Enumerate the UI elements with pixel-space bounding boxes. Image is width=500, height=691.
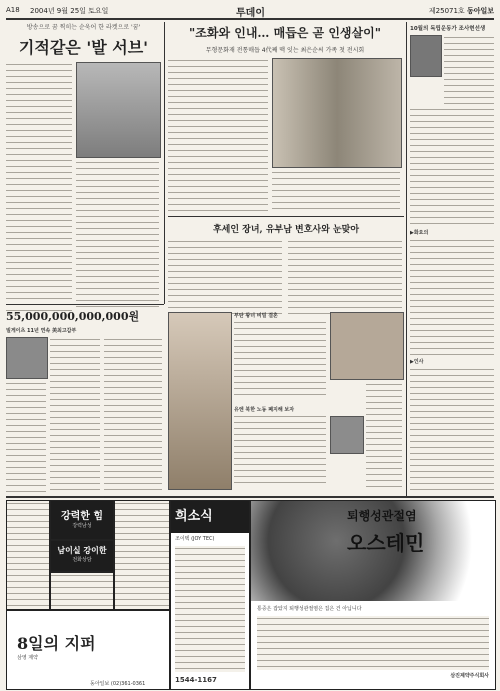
article-headline: "조화와 인내… 매듭은 곧 인생살이": [189, 26, 381, 40]
article-body-2: [76, 160, 159, 312]
article-headline: 후세인 장녀, 유부남 변호사와 눈맞아: [212, 225, 360, 235]
article-body: [168, 58, 268, 212]
article-body: [6, 62, 72, 312]
ad-namisil[interactable]: 남이실 강이한 전화상담: [50, 540, 114, 572]
page-number: A18: [6, 6, 20, 14]
article-foot-serve: [6, 22, 161, 312]
beauty-queen-photo: [168, 312, 232, 490]
article-subtitle: 무형문화재 전통매듭 4代째 맥 잇는 최은순씨 가족 첫 전시회: [205, 47, 365, 54]
ad-classified-mid[interactable]: [114, 500, 170, 610]
issue-date: 2004년 9월 25일 토요일: [30, 7, 109, 15]
article-kicker: 방송으로 꿈 찍히는 순욱어 한 라켓으로 '꿈': [26, 24, 141, 31]
article-headline: 유엔 북한 노동 폐지해 보자: [234, 407, 295, 413]
official-photo: [330, 416, 364, 454]
article-bill-gates: [6, 308, 162, 492]
ad-phone: 1544-1167: [175, 676, 217, 684]
gates-photo: [6, 337, 48, 379]
people-label: ▶인사: [410, 359, 424, 365]
column-label: ▶화요의: [410, 230, 429, 236]
ad-title: 강력한 힘: [60, 511, 104, 522]
portrait-photo: [410, 35, 442, 77]
article-block-lower: [168, 312, 404, 492]
article-knot: [168, 24, 402, 218]
photo-caption: [272, 170, 400, 212]
article-subtitle: 빌게이츠 11년 연속 美최고갑부: [6, 328, 77, 334]
classified-ad-left[interactable]: [6, 500, 50, 610]
article-headline: 부탄 왕녀 비밀 결혼: [234, 313, 278, 319]
ad-8days[interactable]: 8일의 지퍼 삼영 제약: [6, 610, 170, 690]
ad-box-small[interactable]: [50, 572, 114, 610]
right-column: [410, 24, 494, 491]
section-title: 투데이: [236, 8, 265, 19]
family-photo: [272, 58, 402, 168]
page-header: [6, 4, 494, 20]
ad-ostemin[interactable]: 퇴행성관절염 오스테민 통증은 잡았지 퇴행성관절염은 집은 건 아닙니다 삼진제약주식회사: [250, 500, 496, 690]
princess-photo: [330, 312, 404, 380]
ad-strong-power[interactable]: 강력한 힘 강력남성: [50, 500, 114, 540]
masthead: 제25071호 동아일보: [428, 7, 494, 15]
article-hussein: [168, 222, 404, 319]
right-title: 10월의 독립운동가 조사현선생: [410, 26, 486, 32]
ad-joytec[interactable]: 희소식 조이텍 (JOY TEC) 1544-1167: [170, 500, 250, 690]
classified-footer: 동아일보 (02)361-0361: [90, 681, 146, 687]
big-number-headline: 55,000,000,000,000원: [6, 310, 140, 323]
article-headline: 기적같은 '발 서브': [18, 38, 149, 57]
wheelchair-photo: [76, 62, 161, 158]
